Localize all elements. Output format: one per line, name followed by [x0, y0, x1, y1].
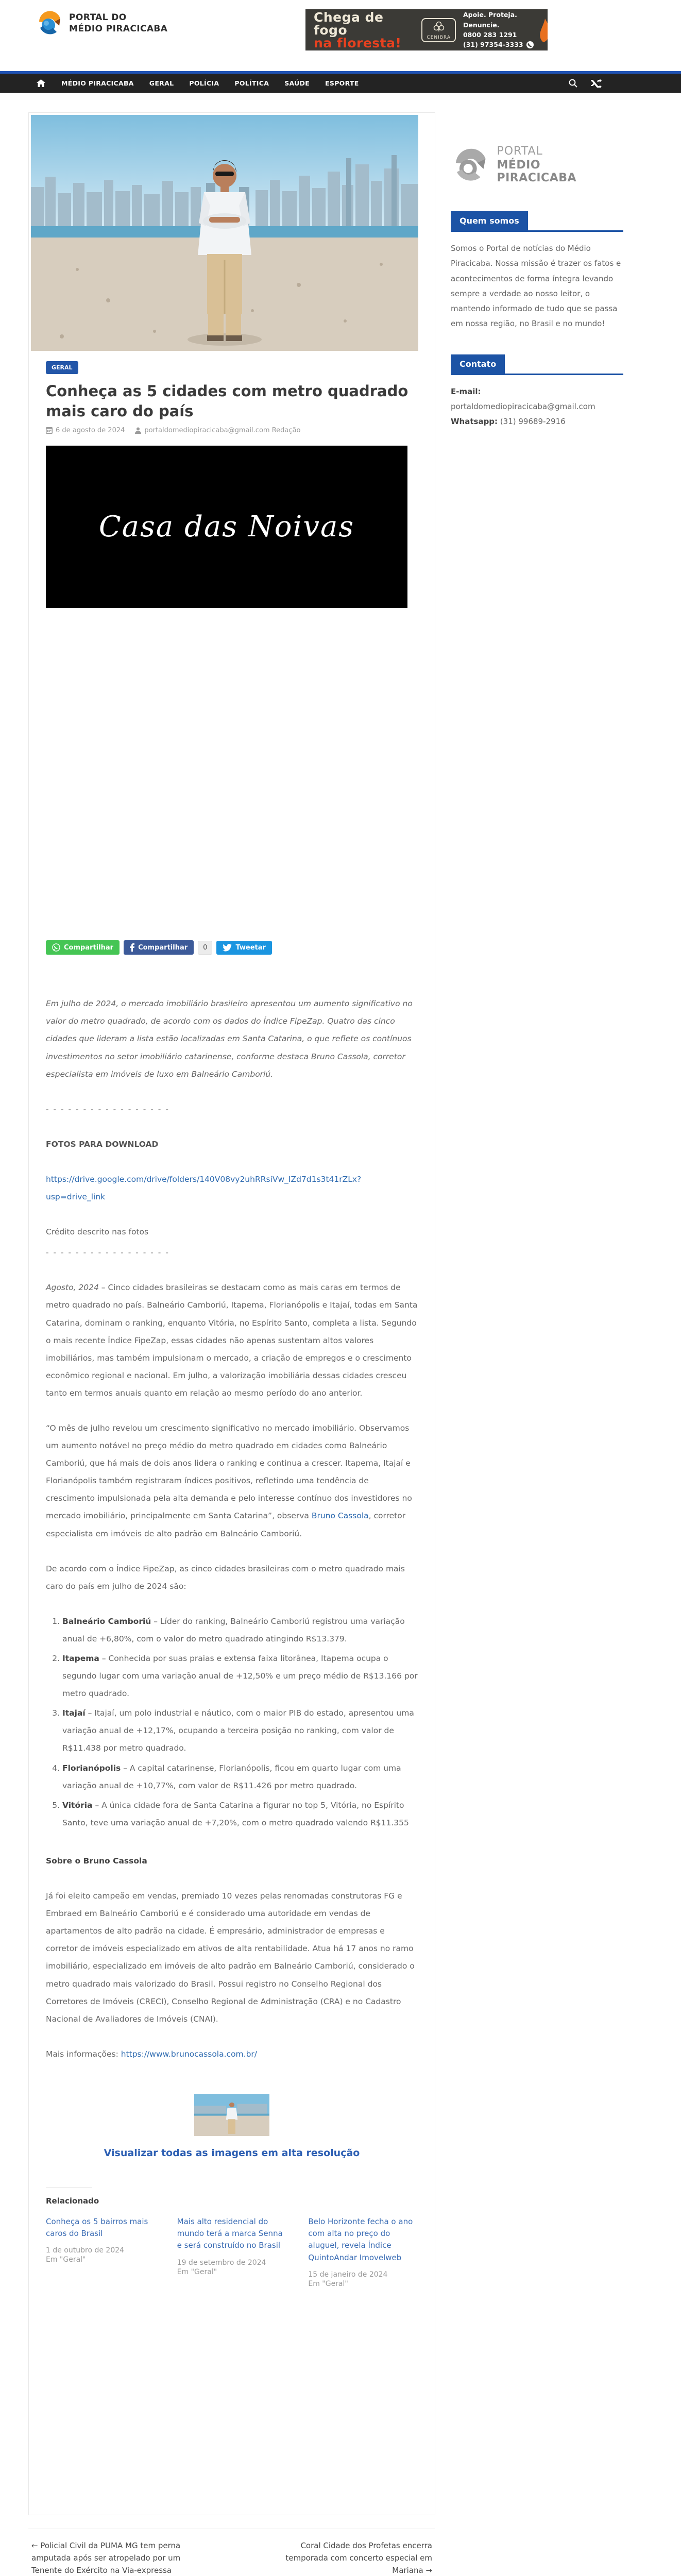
article-text [46, 995, 418, 2288]
share-count: 0 [198, 941, 212, 955]
related-post-category: Em "Geral" [177, 2267, 217, 2276]
phone-icon [526, 41, 534, 48]
cenibra-logo: CENIBRA [421, 18, 456, 42]
contact-whatsapp: Whatsapp: (31) 99689-2916 [451, 417, 566, 426]
list-item: 3. Itajaí – Itajaí, um polo industrial e náutico, com o maior PIB do estado, apresentou uma variação anual de +12,17%, ocupando a terceira posição no ranking, com valor de R$11.438 por metro quadrado. [62, 1704, 418, 1757]
list-item: 4. Florianópolis – A capital catarinense, Florianópolis, ficou em quarto lugar com uma variação anual de +10,77%, com valor de R$11.426 por metro quadrado. [62, 1759, 418, 1794]
contact-widget-title: Contato [451, 354, 505, 374]
related-post-date: 15 de janeiro de 2024 [308, 2270, 388, 2279]
related-post [46, 2216, 156, 2288]
home-icon[interactable] [28, 79, 54, 87]
article-card [28, 112, 435, 2515]
about-widget [451, 211, 623, 332]
related-post-link[interactable]: Conheça os 5 bairros mais caros do Brasil [46, 2216, 148, 2239]
paragraph-intro: Em julho de 2024, o mercado imobiliário brasileiro apresentou um aumento significativo no valor do metro quadrado, de acordo com os dados do Índice FipeZap. Quatro das cinco cidades que lideram a lista estão localizadas em Santa Catarina, o que reflete os contínuos investimentos no setor imobiliário catarinense, conforme destaca Bruno Cassola, corretor especialista em imóveis de luxo em Balneário Camboriú. [46, 999, 413, 1079]
article-date: 6 de agosto de 2024 [46, 427, 125, 434]
calendar-icon [46, 427, 53, 434]
related-post-category: Em "Geral" [46, 2256, 86, 2264]
about-widget-title: Quem somos [451, 211, 528, 230]
category-badge[interactable]: GERAL [46, 361, 78, 374]
ad-headline: Chega de fogo na floresta! [314, 9, 402, 50]
site-header [0, 0, 681, 71]
dashes-divider-2: - - - - - - - - - - - - - - - - - [46, 1248, 169, 1258]
twitter-share-button[interactable]: Tweetar [216, 941, 271, 955]
twitter-icon [223, 944, 232, 952]
contact-email: E-mail: portaldomediopiracicaba@gmail.com [451, 386, 595, 411]
photo-credit: Crédito descrito nas fotos [46, 1227, 149, 1237]
dashes-divider: - - - - - - - - - - - - - - - - - [46, 1104, 169, 1114]
drive-link[interactable]: https://drive.google.com/drive/folders/140V08vy2uhRRsiVw_IZd7d1s3t41rZLx?usp=drive_link [46, 1174, 362, 1202]
about-widget-text: Somos o Portal de notícias do Médio Piracicaba. Nossa missão é trazer os fatos e acontecimentos de forma íntegra levando sempre a verdade ao nosso leitor, o mantendo informado de tudo que se passa em nossa região, no Brasil e no mundo! [451, 244, 621, 329]
paragraph-list-intro: De acordo com o Índice FipeZap, as cinco cidades brasileiras com o metro quadrado mais caro do país em julho de 2024 são: [46, 1564, 405, 1591]
more-info: Mais informações: https://www.brunocassola.com.br/ [46, 2049, 258, 2059]
whatsapp-share-button[interactable]: Compartilhar [46, 940, 120, 955]
related-post-date: 19 de setembro de 2024 [177, 2258, 266, 2267]
list-item: 5. Vitória – A única cidade fora de Santa Catarina a figurar no top 5, Vitória, no Espírito Santo, teve uma variação anual de +7,20%, com o metro quadrado valendo R$11.355 [62, 1797, 418, 1832]
site-logo-icon [36, 8, 64, 38]
nav-item-geral[interactable]: GERAL [149, 79, 174, 87]
sidebar-logo: PORTAL MÉDIO PIRACICABA [451, 144, 623, 184]
user-icon [135, 427, 141, 434]
nav-item-politica[interactable]: POLÍTICA [234, 79, 269, 87]
related-post [177, 2216, 287, 2288]
paragraph-agosto: Agosto, 2024 – Cinco cidades brasileiras se destacam como as mais caras em termos de metro quadrado no país. Balneário Camboriú, Itapema, Florianópolis e Itajaí, todas em Santa Catarina, dominam o ranking, enquanto Vitória, no Espírito Santo, completa a lista. Segundo o mais recente Índice FipeZap, essas cidades não apenas sustentam altos valores imobiliários, mas também impulsionam o mercado, a criação de empregos e o crescimento econômico regional e nacional. Em julho, a valorização imobiliária dessas cidades cresceu tanto em termos anuais quanto em relação ao mesmo período do ano anterior. [46, 1283, 418, 1398]
article-thumbnail-image[interactable] [194, 2094, 269, 2138]
search-icon[interactable] [569, 79, 577, 88]
nav-item-saude[interactable]: SAÚDE [284, 79, 310, 87]
about-bruno-text: Já foi eleito campeão em vendas, premiado 10 vezes pelas renomadas construtoras FG e Embraed em Balneário Camboriú e é considerado uma autoridade em vendas de apartamentos de alto padrão na cidade. É empresário, administrador de empresas e corretor de imóveis especializado em ativos de alta rentabilidade. Atua há 17 anos no ramo imobiliário, especializado em imóveis de alto padrão em Balneário Camboriú, considerado o metro quadrado mais valorizado do Brasil. Possui registro no Conselho Regional dos Corretores de Imóveis (CRECI), Conselho Regional de Administração (CRA) e no Cadastro Nacional de Avaliadores de Imóveis (CNAI). [46, 1891, 415, 2024]
nav-item-medio-piracicaba[interactable]: MÉDIO PIRACICABA [61, 79, 134, 87]
whatsapp-icon [52, 943, 60, 952]
next-post-link[interactable]: Coral Cidade dos Profetas encerra temporada com concerto especial em Mariana → [285, 2540, 432, 2575]
related-heading: Relacionado [46, 2196, 99, 2206]
main-nav [0, 71, 681, 93]
sidebar-logo-icon [451, 144, 490, 184]
site-logo[interactable] [36, 8, 167, 38]
sidebar [451, 112, 623, 452]
empty-ad-slot-bottom [46, 2293, 418, 2515]
share-buttons [46, 940, 418, 955]
casa-das-noivas-ad[interactable]: Casa das Noivas [46, 446, 407, 608]
facebook-icon [130, 943, 134, 952]
fotos-heading: FOTOS PARA DOWNLOAD [46, 1139, 159, 1149]
paragraph-quote: “O mês de julho revelou um crescimento significativo no mercado imobiliário. Observamos um aumento notável no preço médio do metro quadrado em cidades como Balneário Camboriú, que há mais de dois anos lidera o ranking e continua a crescer. Itapema, Itajaí e Florianópolis também registraram índices positivos, refletindo uma tendência de crescimento impulsionada pela alta demanda e pelo interesse contínuo dos investidores no mercado imobiliário, principalmente em Santa Catarina”, observa Bruno Cassola, corretor especialista em imóveis de alto padrão em Balneário Camboriú. [46, 1423, 412, 1538]
about-bruno-heading: Sobre o Bruno Cassola [46, 1856, 147, 1866]
bruno-cassola-link[interactable]: Bruno Cassola [311, 1511, 369, 1521]
list-item: 1. Balneário Camboriú – Líder do ranking, Balneário Camboriú registrou uma variação anual de +6,80%, com o valor do metro quadrado atingindo R$13.379. [62, 1613, 418, 1648]
article-featured-image [31, 115, 418, 351]
related-post-link[interactable]: Mais alto residencial do mundo terá a marca Senna e será construído no Brasil [177, 2216, 283, 2250]
empty-ad-slot [46, 608, 418, 940]
facebook-share-button[interactable]: Compartilhar [124, 940, 194, 955]
view-all-images-link[interactable]: Visualizar todas as imagens em alta resolução [104, 2147, 360, 2159]
related-post [308, 2216, 418, 2288]
related-post-category: Em "Geral" [308, 2279, 348, 2288]
city-ranking-list [46, 1613, 418, 1832]
list-item: 2. Itapema – Conhecida por suas praias e extensa faixa litorânea, Itapema ocupa o segundo lugar com uma variação anual de +12,50% e um preço médio de R$13.166 por metro quadrado. [62, 1650, 418, 1702]
article-title: Conheça as 5 cidades com metro quadrado mais caro do país [46, 382, 408, 420]
contact-widget [451, 354, 623, 430]
bruno-site-link[interactable]: https://www.brunocassola.com.br/ [121, 2049, 258, 2059]
nav-item-esporte[interactable]: ESPORTE [325, 79, 359, 87]
nav-item-policia[interactable]: POLÍCIA [189, 79, 219, 87]
article-author: portaldomediopiracicaba@gmail.com Redação [135, 427, 300, 434]
related-post-link[interactable]: Belo Horizonte fecha o ano com alta no preço do aluguel, revela Índice QuintoAndar Imovelweb [308, 2216, 413, 2262]
shuffle-icon[interactable] [591, 79, 602, 88]
related-posts [46, 2216, 418, 2288]
related-post-date: 1 de outubro de 2024 [46, 2246, 125, 2255]
article-meta [46, 427, 418, 434]
clover-icon [432, 21, 446, 32]
ad-contact: Apoie. Proteja. Denuncie. 0800 283 1291 (31) 97354-3333 [463, 10, 548, 50]
previous-post-link[interactable]: ← Policial Civil da PUMA MG tem perna amputada após ser atropelado por um Tenente do Exército na Via-expressa [31, 2540, 181, 2575]
site-title: PORTAL DO MÉDIO PIRACICABA [69, 12, 168, 34]
flame-icon [539, 19, 548, 44]
header-ad-banner[interactable] [305, 9, 548, 50]
